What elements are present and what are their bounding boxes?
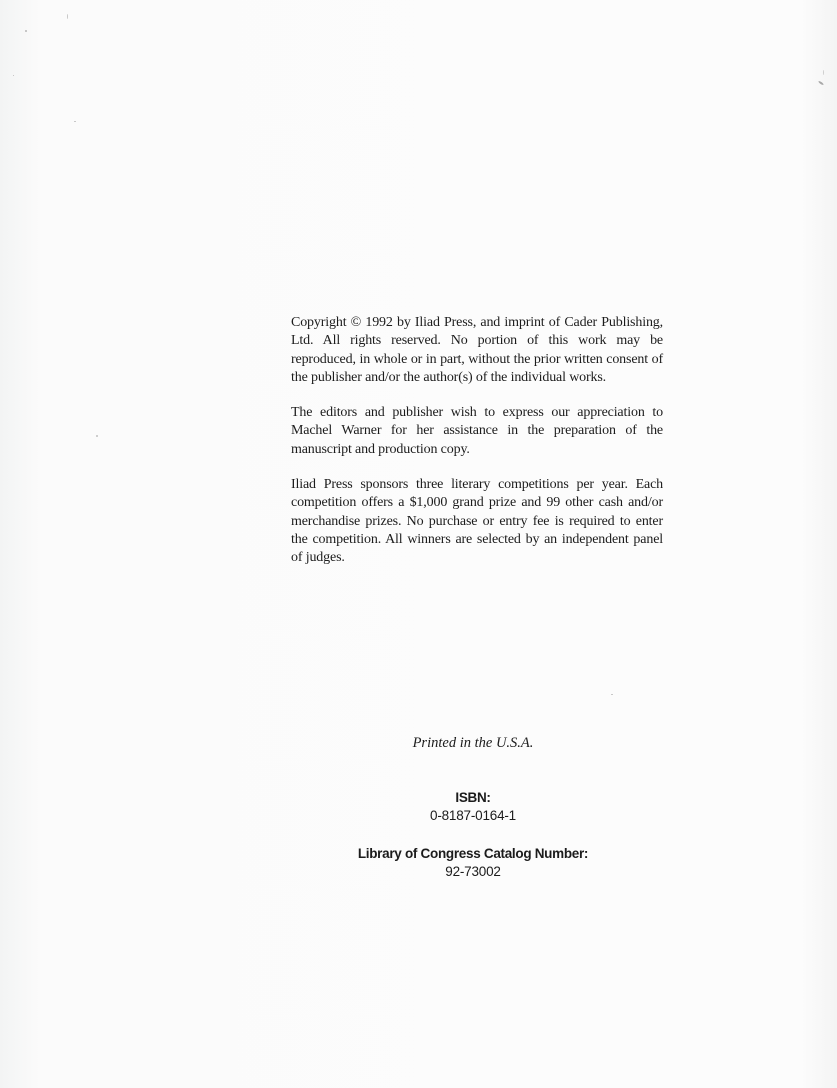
acknowledgement-paragraph: The editors and publisher wish to express our appreciation to Machel Warner for her assistance in the preparation of the manuscript and production copy.: [291, 405, 663, 457]
loc-catalog-block: [291, 845, 655, 881]
isbn-value: 0-8187-0164-1: [430, 808, 516, 823]
paper-speck: [611, 694, 613, 695]
competitions-paragraph: Iliad Press sponsors three literary competitions per year. Each competition offers a $1,000 grand prize and 99 other cash and/or merchandise prizes. No purchase or entry fee is required to enter the competition. All winners are selected by an independent panel of judges.: [291, 477, 663, 566]
paper-speck: [67, 14, 68, 19]
loc-catalog-label: Library of Congress Catalog Number:: [357, 846, 589, 861]
copyright-text-block: [291, 314, 663, 585]
loc-catalog-value: 92-73002: [445, 864, 501, 879]
paper-speck: [96, 435, 98, 437]
printed-in-usa: Printed in the U.S.A.: [412, 735, 534, 751]
paper-speck: [13, 75, 14, 76]
copyright-paragraph: Copyright © 1992 by Iliad Press, and imprint of Cader Publishing, Ltd. All rights reserved. No portion of this work may be reproduced, in whole or in part, without the prior written consent of the publisher and/or the author(s) of the individual works.: [291, 315, 663, 385]
paper-speck: [818, 80, 824, 85]
paper-speck: [74, 121, 76, 122]
isbn-label: ISBN:: [455, 790, 491, 805]
paper-speck: [25, 30, 27, 32]
isbn-block: [291, 789, 655, 825]
paper-speck: [823, 70, 824, 75]
